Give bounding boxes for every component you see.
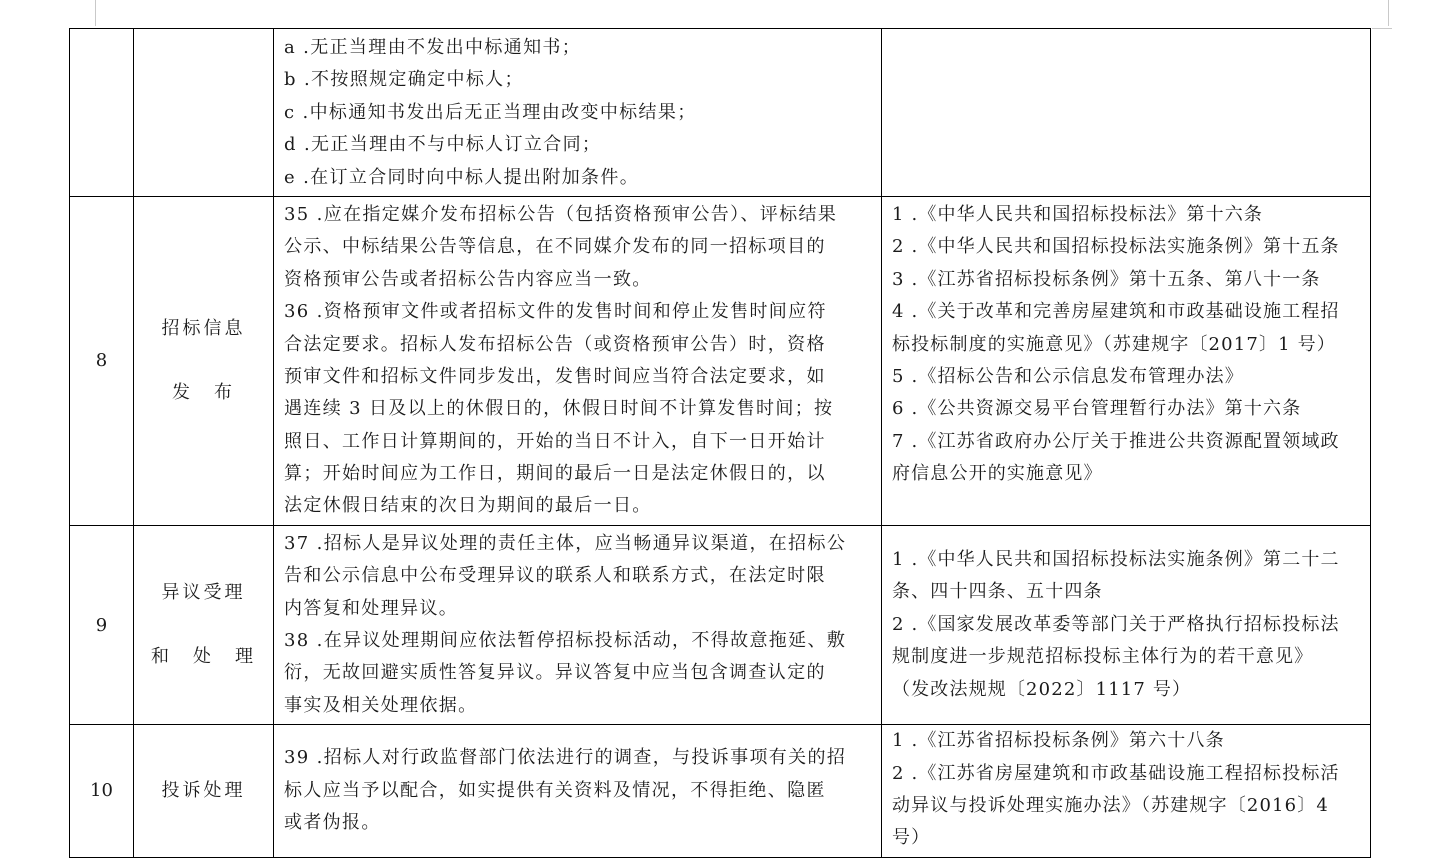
- content-cell: [274, 29, 882, 197]
- content-line: 或者伪报。: [284, 812, 381, 834]
- content-cell: [274, 196, 882, 525]
- content-line: c .中标通知书发出后无正当理由改变中标结果；: [284, 101, 697, 123]
- category-cell: [134, 29, 274, 197]
- reference-line: 1 .《中华人民共和国招标投标法》第十六条: [892, 203, 1264, 225]
- reference-line: 1 .《江苏省招标投标条例》第六十八条: [892, 730, 1225, 752]
- reference-line: 标投标制度的实施意见》（苏建规字〔2017〕1 号）: [892, 333, 1336, 355]
- reference-line: 3 .《江苏省招标投标条例》第十五条、第八十一条: [892, 268, 1321, 290]
- category-label: 和 处 理: [151, 646, 256, 668]
- content-line: d .无正当理由不与中标人订立合同；: [284, 134, 602, 156]
- row-number-cell: [70, 196, 134, 525]
- content-line: 告和公示信息中公布受理异议的联系人和联系方式，在法定时限: [284, 565, 826, 587]
- row-number: 8: [95, 350, 108, 372]
- row-number-cell: [70, 29, 134, 197]
- content-cell: [274, 725, 882, 858]
- content-line: 35 .应在指定媒介发布招标公告（包括资格预审公告）、评标结果: [284, 203, 838, 225]
- regulation-table: [69, 28, 1371, 858]
- reference-cell: [882, 725, 1371, 858]
- reference-line: 4 .《关于改革和完善房屋建筑和市政基础设施工程招: [892, 301, 1340, 323]
- reference-line: 2 .《江苏省房屋建筑和市政基础设施工程招标投标活: [892, 762, 1340, 784]
- content-line: 法定休假日结束的次日为期间的最后一日。: [284, 495, 652, 517]
- content-line: 38 .在异议处理期间应依法暂停招标投标活动，不得故意拖延、敷: [284, 630, 847, 652]
- reference-line: 7 .《江苏省政府办公厅关于推进公共资源配置领域政: [892, 430, 1340, 452]
- category-cell: [134, 525, 274, 724]
- reference-line: 条、四十四条、五十四条: [892, 581, 1103, 603]
- reference-line: 5 .《招标公告和公示信息发布管理办法》: [892, 365, 1244, 387]
- category-cell: [134, 196, 274, 525]
- content-line: 36 .资格预审文件或者招标文件的发售时间和停止发售时间应符: [284, 301, 827, 323]
- page-margin-guide-right: [1388, 0, 1389, 26]
- content-line: 事实及相关处理依据。: [284, 694, 478, 716]
- content-line: 合法定要求。招标人发布招标公告（或资格预审公告）时，资格: [284, 333, 826, 355]
- reference-line: 2 .《国家发展改革委等部门关于严格执行招标投标法: [892, 613, 1340, 635]
- table-row: [70, 196, 1371, 525]
- row-number: 9: [95, 614, 108, 636]
- content-line: 遇连续 3 日及以上的休假日的，休假日时间不计算发售时间；按: [284, 398, 834, 420]
- row-number: 10: [90, 780, 113, 802]
- category-label: 招标信息: [161, 317, 246, 339]
- reference-line: 6 .《公共资源交易平台管理暂行办法》第十六条: [892, 398, 1302, 420]
- table-row: [70, 525, 1371, 724]
- content-line: 公示、中标结果公告等信息，在不同媒介发布的同一招标项目的: [284, 236, 826, 258]
- content-line: 资格预审公告或者招标公告内容应当一致。: [284, 268, 652, 290]
- reference-cell: [882, 525, 1371, 724]
- page-margin-guide-top: [1372, 28, 1392, 29]
- content-line: b .不按照规定确定中标人；: [284, 69, 524, 91]
- content-line: 内答复和处理异议。: [284, 597, 459, 619]
- content-line: 39 .招标人对行政监督部门依法进行的调查，与投诉事项有关的招: [284, 747, 847, 769]
- content-line: 37 .招标人是异议处理的责任主体，应当畅通异议渠道，在招标公: [284, 532, 847, 554]
- reference-line: 2 .《中华人民共和国招标投标法实施条例》第十五条: [892, 236, 1340, 258]
- category-label: 异议受理: [161, 582, 246, 604]
- content-line: e .在订立合同时向中标人提出附加条件。: [284, 166, 640, 188]
- row-number-cell: [70, 725, 134, 858]
- content-cell: [274, 525, 882, 724]
- page-margin-guide-left: [95, 0, 96, 26]
- reference-line: 动异议与投诉处理实施办法》（苏建规字〔2016〕4: [892, 794, 1330, 816]
- reference-line: 1 .《中华人民共和国招标投标法实施条例》第二十二: [892, 549, 1340, 571]
- category-label: 投诉处理: [161, 779, 246, 801]
- reference-line: 府信息公开的实施意见》: [892, 463, 1103, 485]
- table-row: [70, 725, 1371, 858]
- reference-cell: [882, 196, 1371, 525]
- content-line: 照日、工作日计算期间的，开始的当日不计入，自下一日开始计: [284, 430, 826, 452]
- category-label: 发 布: [172, 381, 235, 403]
- content-line: 预审文件和招标文件同步发出，发售时间应当符合法定要求，如: [284, 365, 826, 387]
- content-line: 算；开始时间应为工作日，期间的最后一日是法定休假日的，以: [284, 463, 826, 485]
- reference-line: （发改法规规〔2022〕1117 号）: [892, 678, 1192, 700]
- reference-line: 规制度进一步规范招标投标主体行为的若干意见》: [892, 646, 1314, 668]
- reference-cell: [882, 29, 1371, 197]
- content-line: a .无正当理由不发出中标通知书；: [284, 37, 582, 58]
- content-line: 衍，无故回避实质性答复异议。异议答复中应当包含调查认定的: [284, 662, 826, 684]
- table-row: [70, 29, 1371, 197]
- category-cell: [134, 725, 274, 858]
- row-number-cell: [70, 525, 134, 724]
- reference-line: 号）: [892, 827, 931, 849]
- content-line: 标人应当予以配合，如实提供有关资料及情况，不得拒绝、隐匿: [284, 779, 826, 801]
